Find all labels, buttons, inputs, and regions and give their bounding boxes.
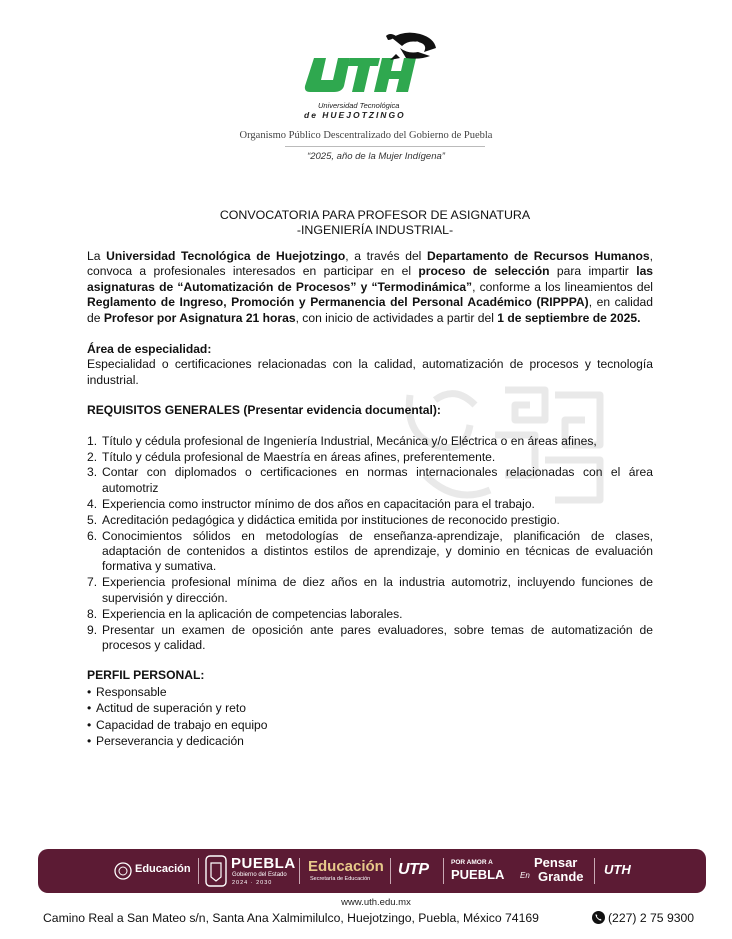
- area-heading: Área de especialidad:: [87, 342, 212, 357]
- educacion-puebla-sub: Secretaría de Educación: [310, 876, 371, 882]
- requisito-item: [87, 623, 653, 654]
- perfil-heading: PERFIL PERSONAL:: [87, 668, 205, 683]
- requisito-item: [87, 513, 653, 528]
- requisito-text: Experiencia como instructor mínimo de dos años en capacitación para el trabajo.: [102, 496, 535, 511]
- requisito-number: 1.: [87, 433, 98, 448]
- requisito-number: 6.: [87, 528, 98, 543]
- perfil-item: • Perseverancia y dedicación: [87, 734, 653, 749]
- requisito-text: Título y cédula profesional de Ingeniería Industrial, Mecánica y/o Eléctrica o en áreas afines,: [102, 433, 597, 448]
- address: Camino Real a San Mateo s/n, Santa Ana Xalmimilulco, Huejotzingo, Puebla, México 74169: [43, 911, 539, 925]
- requisito-item: [87, 434, 653, 449]
- puebla-logo: PUEBLA: [231, 855, 296, 872]
- perfil-item: • Responsable: [87, 685, 653, 700]
- requisito-text: Presentar un examen de oposición ante pares evaluadores, sobre temas de automatización de procesos y calidad.: [102, 622, 653, 652]
- footer-logo-bar: [38, 849, 706, 893]
- intro-text-run: , conforme a los lineamientos del: [472, 279, 653, 294]
- puebla-crest-icon: [205, 855, 227, 887]
- title-line-1: CONVOCATORIA PARA PROFESOR DE ASIGNATURA: [219, 208, 531, 222]
- university-name: Universidad Tecnológica: [318, 101, 400, 110]
- requisito-item: [87, 529, 653, 575]
- utp-logo: UTP: [398, 861, 429, 878]
- requisito-text: Conocimientos sólidos en metodologías de enseñanza-aprendizaje, planificación de clases, adaptación de contenidos a distintos estilos de aprendizaje, y dominio en técnicas de evaluación formativa y sumativa.: [102, 528, 653, 574]
- intro-text-run: , convoca a profesionales interesados en participar en el: [87, 249, 654, 279]
- requisitos-heading: REQUISITOS GENERALES (Presentar evidencia documental):: [87, 403, 441, 418]
- sep-shield-icon: [114, 862, 132, 880]
- requisito-text: Contar con diplomados o certificaciones en normas internacionales relacionadas con el área automotriz: [102, 465, 653, 495]
- requisito-item: [87, 497, 653, 512]
- footer-separator: [299, 858, 300, 884]
- phone-icon: [592, 911, 605, 924]
- intro-bold-run: Universidad Tecnológica de Huejotzingo: [106, 249, 346, 263]
- requisito-number: 8.: [87, 606, 98, 621]
- university-name-line2: de HUEJOTZINGO: [304, 110, 406, 120]
- requisito-text: Título y cédula profesional de Maestría en áreas afines, preferentemente.: [102, 449, 496, 464]
- perfil-list: [87, 685, 653, 750]
- intro-paragraph: [87, 249, 653, 326]
- requisito-number: 9.: [87, 622, 98, 637]
- requisito-item: [87, 450, 653, 465]
- intro-text-run: La: [87, 249, 107, 263]
- document-title: [97, 208, 653, 238]
- en-word: En: [520, 871, 530, 880]
- intro-text-run: para impartir: [549, 264, 637, 279]
- title-line-2: -INGENIERÍA INDUSTRIAL-: [296, 223, 454, 237]
- phone-number: (227) 2 75 9300: [608, 911, 695, 925]
- pensar-logo: Pensar: [534, 855, 578, 870]
- por-amor-text: POR AMOR A: [451, 859, 493, 866]
- intro-text-run: , con inicio de actividades a partir del: [295, 310, 498, 325]
- intro-bold-run: Departamento de Recursos Humanos: [427, 249, 650, 263]
- uth-logo: [300, 30, 440, 102]
- requisito-number: 2.: [87, 449, 98, 464]
- uth-small-logo: UTH: [604, 862, 631, 877]
- requisito-text: Experiencia profesional mínima de diez años en la industria automotriz, incluyendo funciones de supervisión y dirección.: [102, 575, 653, 605]
- document-body: [87, 208, 653, 750]
- requisito-number: 4.: [87, 496, 98, 511]
- intro-text-run: , en calidad de: [87, 295, 654, 325]
- footer-separator: [594, 858, 595, 884]
- requisito-item: [87, 607, 653, 622]
- sep-educacion-logo: Educación: [135, 863, 191, 875]
- intro-bold-run: Reglamento de Ingreso, Promoción y Permanencia del Personal Académico (RIPPPA): [87, 295, 589, 310]
- footer-separator: [390, 858, 391, 884]
- perfil-item: • Actitud de superación y reto: [87, 701, 653, 716]
- puebla-years: 2024 · 2030: [232, 880, 273, 886]
- requisito-number: 5.: [87, 512, 98, 527]
- intro-bold-run: las asignaturas de “Automatización de Procesos” y “Termodinámica”: [87, 264, 654, 294]
- footer-separator: [443, 858, 444, 884]
- organization-line: Organismo Público Descentralizado del Gobierno de Puebla: [239, 130, 493, 141]
- area-text: Especialidad o certificaciones relacionadas con la calidad, automatización de procesos y tecnología industrial.: [87, 357, 653, 387]
- letterhead: [0, 0, 732, 175]
- header-divider: [285, 146, 485, 147]
- intro-bold-run: Profesor por Asignatura 21 horas: [103, 310, 296, 325]
- requisito-text: Acreditación pedagógica y didáctica emitida por instituciones de reconocido prestigio.: [102, 512, 560, 527]
- por-amor-puebla-logo: PUEBLA: [451, 867, 505, 882]
- requisito-item: [87, 465, 653, 496]
- intro-bold-run: proceso de selección: [418, 264, 550, 279]
- en-grande-logo: Grande: [538, 869, 584, 884]
- perfil-item: • Capacidad de trabajo en equipo: [87, 718, 653, 733]
- requisito-text: Experiencia en la aplicación de competencias laborales.: [102, 606, 403, 621]
- puebla-gobierno: Gobierno del Estado: [232, 872, 287, 878]
- requisito-number: 7.: [87, 575, 98, 590]
- intro-bold-run: 1 de septiembre de 2025.: [497, 310, 641, 325]
- requisitos-list: [87, 434, 653, 654]
- intro-text-run: , a través del: [345, 249, 428, 263]
- website-url: www.uth.edu.mx: [341, 897, 411, 908]
- educacion-puebla-logo: Educación: [308, 858, 384, 875]
- footer-separator: [198, 858, 199, 884]
- slogan: “2025, año de la Mujer Indígena”: [307, 151, 445, 162]
- requisito-item: [87, 575, 653, 606]
- requisito-number: 3.: [87, 465, 98, 480]
